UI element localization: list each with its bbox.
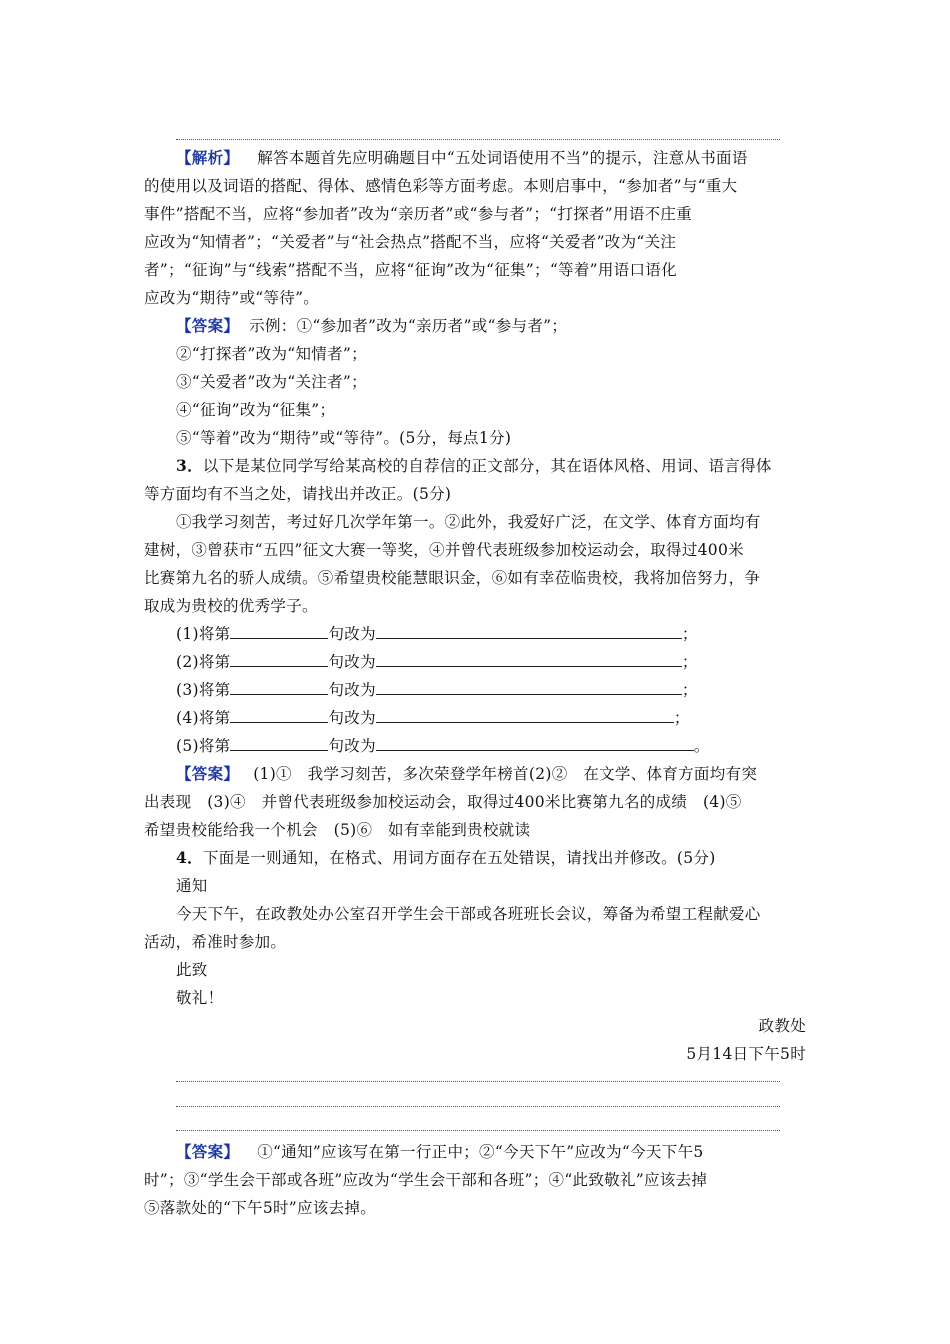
answer4-line-1: 【答案】 ①“通知”应该写在第一行正中；②“今天下午”应改为“今天下午5	[176, 1142, 704, 1161]
fill-blank-rewrite[interactable]	[376, 708, 674, 723]
q3-passage-2: 建树，③曾获市“五四”征文大赛一等奖，④并曾代表班级参加校运动会，取得过400米	[144, 541, 744, 559]
notice-body-2: 活动，希准时参加。	[144, 933, 287, 951]
q4-line-1: 4．下面是一则通知，在格式、用词方面存在五处错误，请找出并修改。(5分)	[176, 848, 716, 867]
notice-sender: 政教处	[758, 1017, 806, 1035]
notice-title: 通知	[176, 877, 208, 895]
fill-blank-rewrite[interactable]	[376, 680, 682, 695]
q3-passage-3: 比赛第九名的骄人成绩。⑤希望贵校能慧眼识金，⑥如有幸莅临贵校，我将加倍努力，争	[144, 569, 761, 587]
answer2-line-1: 【答案】 示例：①“参加者”改为“亲历者”或“参与者”；	[176, 316, 568, 335]
analysis-line-1: 【解析】 解答本题首先应明确题目中“五处词语使用不当”的提示，注意从书面语	[176, 148, 748, 167]
q3-fill-3: (3)将第 句改为 ；	[176, 681, 698, 699]
fill-blank-rewrite[interactable]	[376, 624, 682, 639]
q3-fill-2: (2)将第 句改为 ；	[176, 653, 698, 671]
notice-greet-2: 敬礼！	[176, 989, 224, 1007]
q3-fill-5: (5)将第 句改为 。	[176, 737, 710, 755]
answer3-line-3: 希望贵校能给我一个机会 (5)⑥ 如有幸能到贵校就读	[144, 821, 531, 839]
fill-blank-sentence[interactable]	[230, 652, 328, 667]
fill-blank-sentence[interactable]	[230, 624, 328, 639]
notice-date: 5月14日下午5时	[686, 1045, 806, 1063]
answer2-line-4: ④“征询”改为“征集”；	[176, 401, 336, 419]
notice-greet-1: 此致	[176, 961, 208, 979]
fill-blank-sentence[interactable]	[230, 680, 328, 695]
q3-fill-1: (1)将第 句改为 ；	[176, 625, 698, 643]
answer3-line-1: 【答案】 (1)① 我学习刻苦，多次荣登学年榜首(2)② 在文学、体育方面均有突	[176, 764, 758, 783]
analysis-line-3: 事件”搭配不当，应将“参加者”改为“亲历者”或“参与者”；“打探者”用语不庄重	[144, 205, 693, 223]
fill-blank-sentence[interactable]	[230, 708, 328, 723]
q3-passage-4: 取成为贵校的优秀学子。	[144, 597, 318, 615]
answer4-line-2: 时”；③“学生会干部或各班”应改为“学生会干部和各班”；④“此致敬礼”应该去掉	[144, 1171, 708, 1189]
answer2-line-2: ②“打探者”改为“知情者”；	[176, 345, 367, 363]
q3-number: 3．	[176, 456, 203, 475]
answer-line-1[interactable]	[176, 1081, 780, 1082]
fill-blank-rewrite[interactable]	[376, 652, 682, 667]
answer3-line-2: 出表现 (3)④ 并曾代表班级参加校运动会，取得过400米比赛第九名的成绩 (4)⑤	[144, 793, 742, 811]
divider-top	[176, 139, 780, 140]
answer-line-3[interactable]	[176, 1130, 780, 1131]
answer2-line-3: ③“关爱者”改为“关注者”；	[176, 373, 367, 391]
answer3-tag: 【答案】	[176, 764, 240, 783]
q3-line-2: 等方面均有不当之处，请找出并改正。(5分)	[144, 485, 452, 503]
q3-line-1: 3．以下是某位同学写给某高校的自荐信的正文部分，其在语体风格、用词、语言得体	[176, 456, 772, 475]
answer4-line-3: ⑤落款处的“下午5时”应该去掉。	[144, 1199, 377, 1217]
analysis-tag: 【解析】	[176, 148, 240, 167]
answer4-tag: 【答案】	[176, 1142, 240, 1161]
q4-number: 4．	[176, 848, 203, 867]
notice-body-1: 今天下午，在政教处办公室召开学生会干部或各班班长会议，筹备为希望工程献爱心	[176, 905, 761, 923]
analysis-line-4: 应改为“知情者”；“关爱者”与“社会热点”搭配不当，应将“关爱者”改为“关注	[144, 233, 677, 251]
answer2-line-5: ⑤“等着”改为“期待”或“等待”。(5分，每点1分)	[176, 429, 512, 447]
analysis-line-2: 的使用以及词语的搭配、得体、感情色彩等方面考虑。本则启事中，“参加者”与“重大	[144, 177, 738, 195]
fill-blank-sentence[interactable]	[230, 736, 328, 751]
q3-fill-4: (4)将第 句改为 ；	[176, 709, 690, 727]
answer2-tag: 【答案】	[176, 316, 240, 335]
analysis-line-6: 应改为“期待”或“等待”。	[144, 289, 320, 307]
answer-line-2[interactable]	[176, 1106, 780, 1107]
analysis-line-5: 者”；“征询”与“线索”搭配不当，应将“征询”改为“征集”；“等着”用语口语化	[144, 261, 677, 279]
q3-passage-1: ①我学习刻苦，考过好几次学年第一。②此外，我爱好广泛，在文学、体育方面均有	[176, 513, 761, 531]
fill-blank-rewrite[interactable]	[376, 736, 694, 751]
